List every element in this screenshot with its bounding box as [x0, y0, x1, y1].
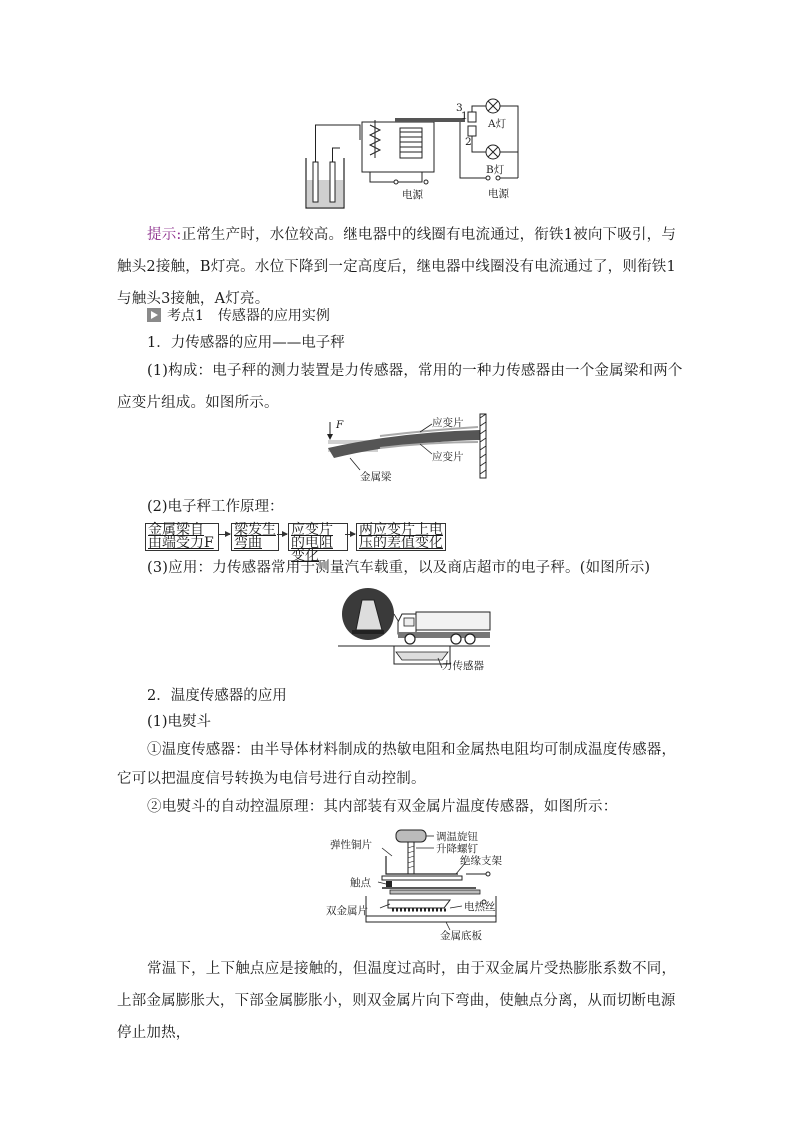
flow-step-3: 应变片的电阻变化	[288, 523, 348, 551]
hint-text: 正常生产时，水位较高。继电器中的线圈有电流通过，衔铁1被向下吸引，与触头2接触，B灯亮。水位下降到一定高度后，继电器中线圈没有电流通过了，则衔铁1与触头3接触，A灯亮。	[117, 227, 677, 307]
section-heading	[147, 305, 330, 327]
contact-1-label: 1	[461, 110, 468, 122]
flow-arrow-1	[218, 534, 230, 535]
contact-2-label: 2	[465, 136, 472, 148]
lamp-b-label: B灯	[486, 164, 505, 176]
hint-paragraph	[117, 219, 683, 315]
item2-title: 2．温度传感器的应用	[147, 688, 287, 704]
iron-thermostat-figure	[326, 826, 516, 944]
gauge-bottom-label: 应变片	[432, 451, 464, 463]
item1-compose: (1)构成：电子秤的测力装置是力传感器，常用的一种力传感器由一个金属梁和两个应变片组成。如图所示。	[117, 363, 683, 411]
play-triangle-icon	[147, 308, 161, 322]
item1-title: 1．力传感器的应用——电子秤	[147, 335, 345, 351]
knob-label: 调温旋钮	[436, 831, 478, 843]
item1-principle: (2)电子秤工作原理：	[147, 499, 284, 515]
flow-step-4: 两应变片上电压的差值变化	[356, 523, 446, 551]
contact-3-label: 3	[456, 102, 463, 114]
section-title: 考点1 传感器的应用实例	[167, 308, 330, 324]
beam-figure	[320, 412, 490, 484]
contact-label: 触点	[350, 877, 371, 889]
power-label-2: 电源	[488, 188, 509, 200]
heater-label: 电热丝	[464, 901, 496, 913]
screw-label: 升降螺钉	[436, 843, 478, 855]
item2-point2: ②电熨斗的自动控温原理：其内部装有双金属片温度传感器，如图所示：	[147, 799, 618, 815]
force-f-label: F	[336, 419, 344, 431]
flow-step-1: 金属梁自由端受力F	[145, 523, 219, 551]
truck-scale-figure	[338, 588, 490, 674]
lamp-a-label: A灯	[488, 118, 507, 130]
force-sensor-label: 力传感器	[442, 660, 484, 672]
gauge-top-label: 应变片	[432, 417, 464, 429]
item2-explain: 常温下，上下触点应是接触的，但温度过高时，由于双金属片受热膨胀系数不同，上部金属膨胀大，下部金属膨胀小，则双金属片向下弯曲，使触点分离，从而切断电源停止加热，	[117, 961, 677, 1041]
hint-label: 提示:	[147, 227, 182, 243]
item2-point1: ①温度传感器：由半导体材料制成的热敏电阻和金属热电阻均可制成温度传感器，它可以把温度信号转换为电信号进行自动控制。	[117, 742, 677, 787]
metal-beam-label: 金属梁	[360, 471, 392, 483]
flow-arrow-3	[345, 534, 355, 535]
item1-application: (3)应用：力传感器常用于测量汽车载重，以及商店超市的电子秤。(如图所示)	[147, 560, 651, 576]
power-label-1: 电源	[402, 189, 423, 201]
bimetal-label: 双金属片	[326, 905, 368, 917]
base-label: 金属底板	[440, 930, 482, 942]
flow-arrow-2	[277, 534, 287, 535]
item2-iron: (1)电熨斗	[147, 714, 212, 730]
flow-step-2: 梁发生弯曲	[231, 523, 279, 551]
relay-circuit-figure	[300, 100, 530, 212]
copper-label: 弹性铜片	[330, 839, 372, 851]
bracket-label: 绝缘支架	[460, 855, 502, 867]
